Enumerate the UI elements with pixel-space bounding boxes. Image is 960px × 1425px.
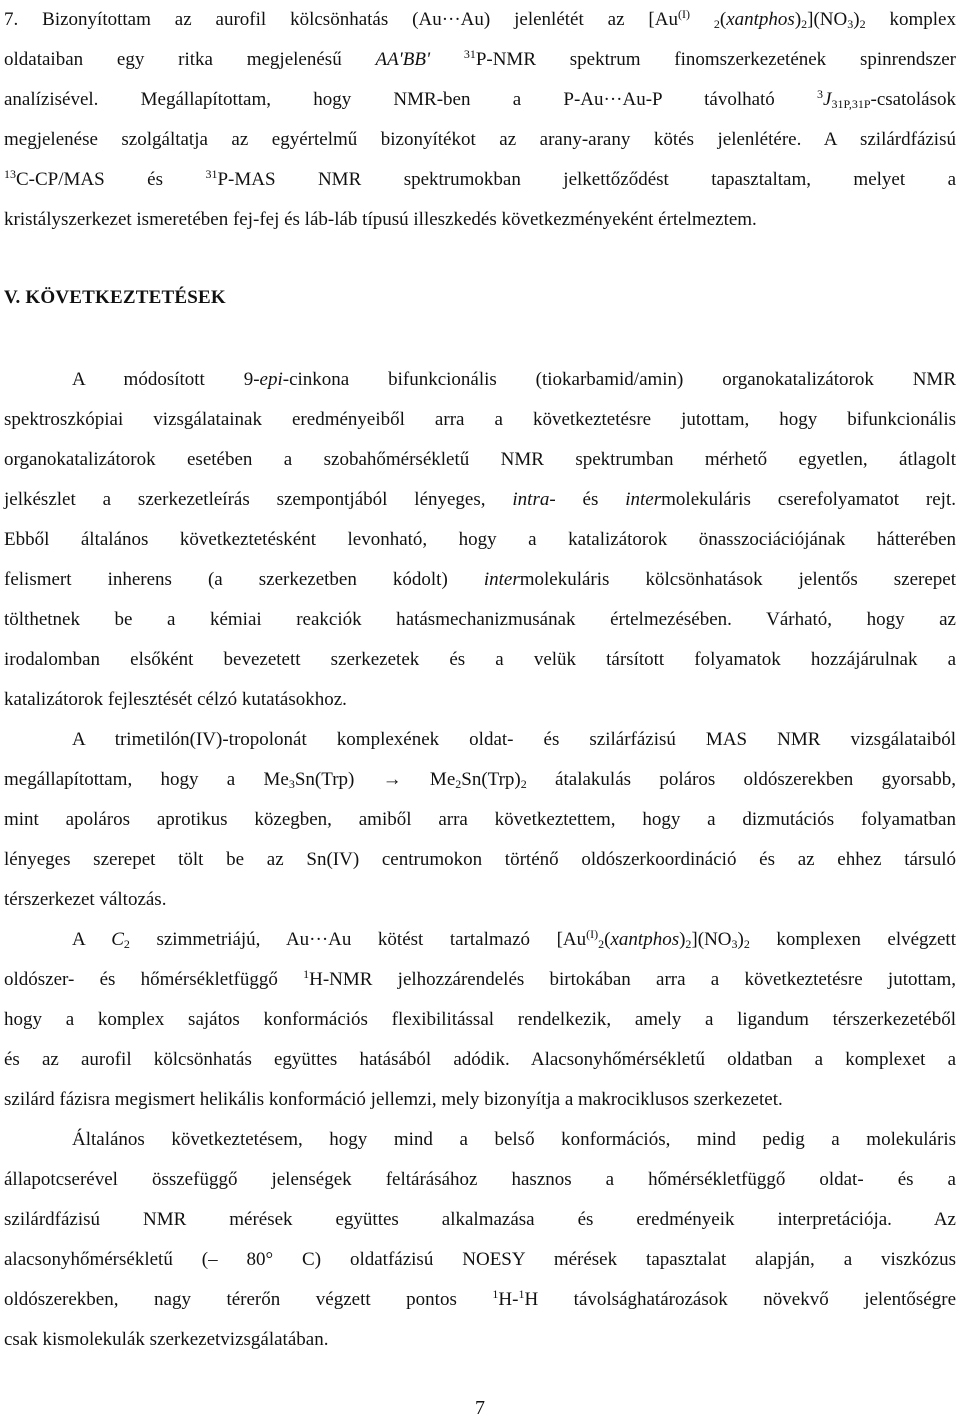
text-line: térszerkezet változás.: [4, 889, 167, 910]
text-line: oldószer- és hőmérsékletfüggő $^1$H-NMR jelhozzárendelés birtokában arra a következtetésre jutottam,: [4, 967, 956, 990]
reaction-arrow-icon: →: [382, 769, 402, 790]
text-line: oldataiban egy ritka megjelenésű AA'BB' $^{31}$P-NMR spektrum finomszerkezetének spinrendszer: [4, 47, 956, 70]
text-line: irodalomban elsőként bevezetett szerkezetek és a velük társított folyamatok hozzájárulnak a: [4, 649, 956, 670]
conclusion-paragraph-3: [4, 920, 956, 1120]
text-line: A módosított 9-epi-cinkona bifunkcionális (tiokarbamid/amin) organokatalizátorok NMR: [72, 369, 956, 390]
text-line: felismert inherens (a szerkezetben kódolt) intermolekuláris kölcsönhatások jelentős szerepet: [4, 569, 957, 590]
text-line: 7. Bizonyítottam az aurofil kölcsönhatás (Au···Au) jelenlétét az [$Au^{(I)}$ $_2(xantphos)_2](NO_3)_2$ komplex: [4, 7, 956, 31]
text-line: oldószerekben, nagy térerőn végzett pontos $^1$H-$^1$H távolsághatározások növekvő jelentőségre: [4, 1287, 957, 1310]
results-item-7: [4, 0, 956, 240]
text-line: A $C_2$ szimmetriájú, Au···Au kötést tartalmazó $[Au^{(I)}_2(xantphos)_2](NO_3)_2$ komplexen elvégzett: [72, 927, 956, 951]
text-line: Ebből általános következtetésként levonható, hogy a katalizátorok önasszociációjának hátterében: [4, 529, 956, 550]
text-line: megállapítottam, hogy a $Me_3Sn(Trp) \to Me_2Sn(Trp)_2$ átalakulás poláros oldószerekben gyorsabb,: [4, 769, 956, 791]
text-line: $^{13}$C-CP/MAS és $^{31}$P-MAS NMR spektrumokban jelkettőződést tapasztaltam, melyet a: [4, 167, 957, 190]
text-line: szilárd fázisra megismert helikális konformáció jellemzi, mely bizonyítja a makrociklusos szerkezetet.: [4, 1089, 783, 1110]
text-line: analízisével. Megállapítottam, hogy NMR-ben a P-Au···Au-P távolható $^3$J31P,31P-csatolások: [4, 87, 956, 111]
text-line: hogy a komplex sajátos konformációs flexibilitással rendelkezik, amely a ligandum térszerkezetéből: [4, 1009, 956, 1030]
text-line: alacsonyhőmérsékletű (– 80° C) oldatfázisú NOESY mérések tapasztalat alapján, a viszkózus: [4, 1249, 956, 1270]
text-line: szilárdfázisú NMR mérések együttes alkalmazása és eredményeik interpretációja. Az: [4, 1209, 956, 1230]
text-line: lényeges szerepet tölt be az Sn(IV) centrumokon történő oldószerkoordináció és az ehhez társuló: [4, 849, 956, 870]
text-line: csak kismolekulák szerkezetvizsgálatában.: [4, 1329, 329, 1350]
page-number: 7: [475, 1397, 485, 1419]
text-line: katalizátorok fejlesztését célzó kutatásokhoz.: [4, 689, 347, 710]
conclusion-paragraph-1: [4, 360, 956, 720]
text-line: állapotcserével összefüggő jelenségek feltárásához hasznos a hőmérsékletfüggő oldat- és a: [4, 1169, 956, 1190]
text-line: megjelenése szolgáltatja az egyértelmű bizonyítékot az arany-arany kötés jelenlétére. A szilárdfázisú: [4, 129, 956, 150]
conclusion-paragraph-2: [4, 720, 956, 920]
text-line: Általános következtetésem, hogy mind a belső konformációs, mind pedig a molekuláris: [72, 1129, 956, 1150]
conclusion-paragraph-4: [4, 1120, 956, 1360]
text-line: és az aurofil kölcsönhatás együttes hatásából adódik. Alacsonyhőmérsékletű oldatban a komplexet a: [4, 1049, 956, 1070]
text-line: A trimetilón(IV)-tropolonát komplexének oldat- és szilárfázisú MAS NMR vizsgálataiból: [72, 729, 956, 750]
text-line: jelkészlet a szerkezetleírás szempontjából lényeges, intra- és intermolekuláris cserefolyamatot rejt.: [4, 489, 956, 510]
section-heading: V. KÖVETKEZTETÉSEK: [4, 287, 226, 308]
text-line: organokatalizátorok esetében a szobahőmérsékletű NMR spektrumban mérhető egyetlen, átlagolt: [4, 449, 956, 470]
text-line: spektroszkópiai vizsgálatainak eredményeiből arra a következtetésre jutottam, hogy bifunkcionális: [4, 409, 956, 430]
text-line: mint apoláros aprotikus közegben, amiből arra következtettem, hogy a dizmutációs folyamatban: [4, 809, 956, 830]
text-line: tölthetnek be a kémiai reakciók hatásmechanizmusának értelmezésében. Várható, hogy az: [4, 609, 956, 630]
text-line: kristályszerkezet ismeretében fej-fej és láb-láb típusú illeszkedés következményeként értelmeztem.: [4, 209, 757, 230]
